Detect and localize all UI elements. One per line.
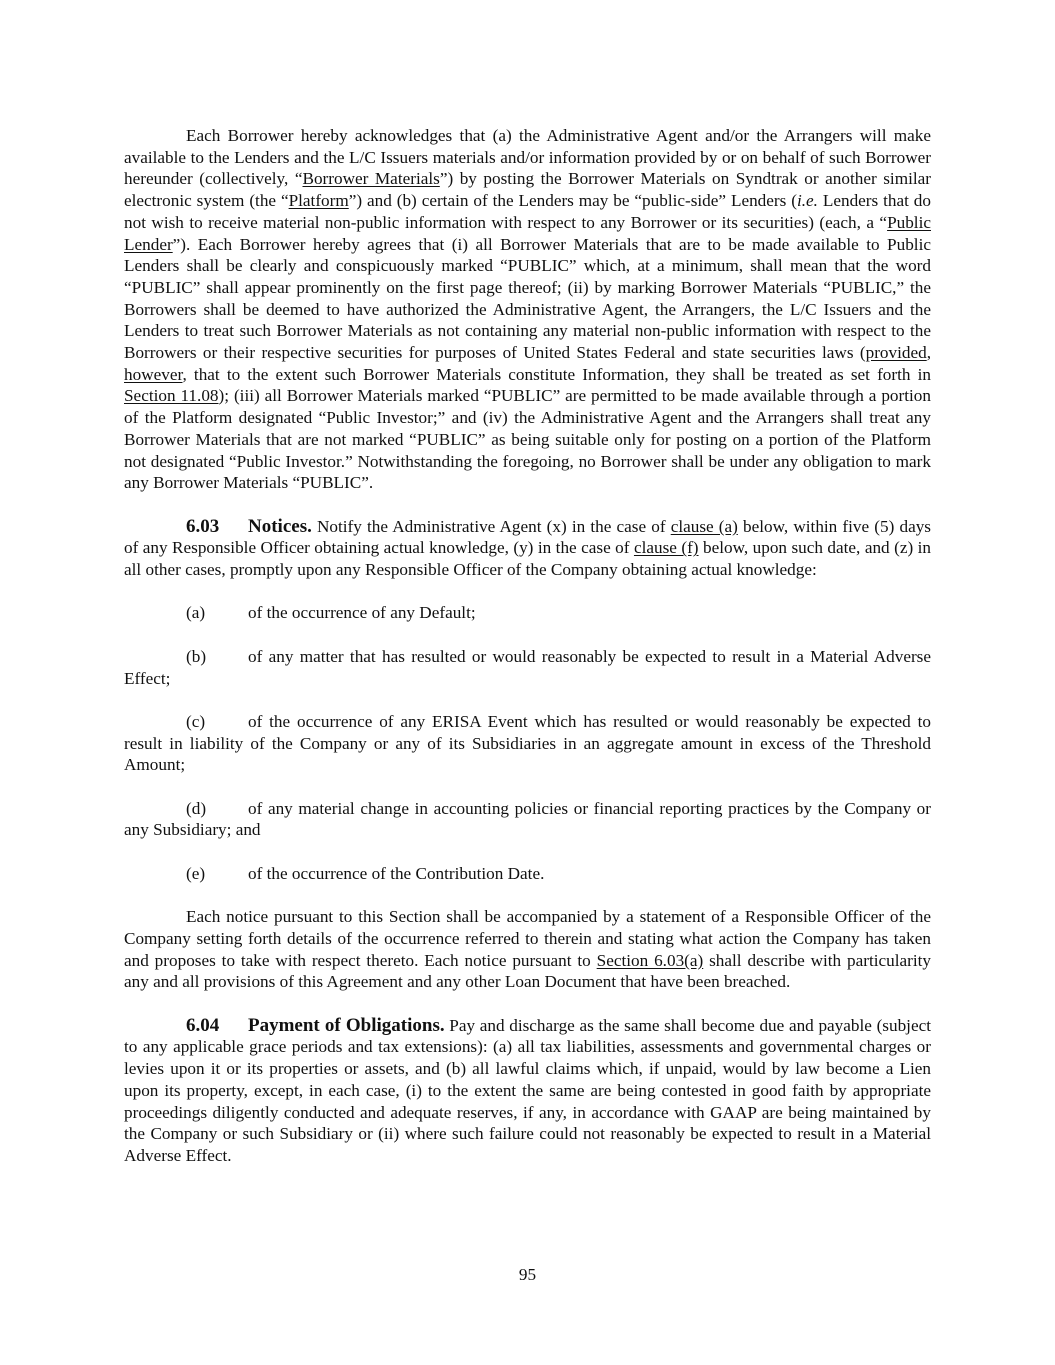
defined-term: Section 6.03(a) <box>596 950 704 970</box>
text-segment: below, within five (5) days of any Responsible Officer obtaining actual knowledge, (y) in the case of <box>124 516 931 558</box>
text-segment: , that to the extent such Borrower Materials constitute Information, they shall be treated as set forth in <box>182 364 931 384</box>
list-item <box>124 711 931 776</box>
text-segment: of any matter that has resulted or would reasonably be expected to result in a Material Adverse Effect; <box>124 646 931 688</box>
text-segment: Lenders that do not wish to receive material non-public information with respect to any Borrower or its securities) (each, a “ <box>124 191 931 232</box>
item-label: (d) <box>186 798 207 818</box>
list-item <box>124 602 931 624</box>
text-segment: i.e. <box>796 191 818 211</box>
text-segment: ); (iii) all Borrower Materials marked “PUBLIC” are permitted to be made available through a portion of the Platform designated “Public Investor;” and (iv) the Administrative Agent and the Arrangers shall treat any Borrower Materials that are not marked “PUBLIC” as being suitable only for posting on a portion of the Platform not designated “Public Investor.” Notwithstanding the foregoing, no Borrower shall be under any obligation to mark any Borrower Materials “PUBLIC”. <box>124 386 931 493</box>
text-segment: , <box>926 343 931 363</box>
text-segment: below, upon such date, and (z) in all other cases, promptly upon any Responsible Officer of the Company obtaining actual knowledge: <box>124 538 931 580</box>
list-item <box>124 646 931 689</box>
item-label: (a) <box>186 603 206 623</box>
text-segment: Pay and discharge as the same shall become due and payable (subject to any applicable grace periods and tax extensions): (a) all tax liabilities, assessments and governmental charges or levies upon it or its properties or assets, and (b) all lawful claims which, if unpaid, would by law become a Lien upon its property, except, in each case, (i) to the extent the same are being contested in good faith by appropriate proceedings diligently conducted and adequate reserves, if any, in accordance with GAAP are being maintained by the Company or such Subsidiary or (ii) where such failure could not reasonably be expected to result in a Material Adverse Effect. <box>124 1015 931 1165</box>
document-body <box>124 125 931 1188</box>
text-segment: of the occurrence of any ERISA Event which has resulted or would reasonably be expected to result in liability of the Company or any of its Subsidiaries in an aggregate amount in excess of the Threshold Amount; <box>124 711 931 775</box>
section-paragraph <box>124 516 931 581</box>
defined-term: Section 11.08 <box>124 386 219 406</box>
section-number: 6.04 <box>186 1014 220 1036</box>
section-title: Payment of Obligations. <box>248 1014 445 1036</box>
text-segment: shall describe with particularity any and all provisions of this Agreement and any other Loan Document that have been breached. <box>124 950 932 992</box>
text-segment: ”) and (b) certain of the Lenders may be “public-side” Lenders ( <box>348 191 797 211</box>
defined-term: clause (a) <box>670 516 738 536</box>
item-label: (c) <box>186 711 206 731</box>
defined-term: Public Lender <box>124 212 931 254</box>
defined-term: Borrower Materials <box>302 169 440 189</box>
text-segment: Notify the Administrative Agent (x) in the case of <box>311 516 671 536</box>
text-segment: Each Borrower hereby acknowledges that (a) the Administrative Agent and/or the Arrangers will make available to the Lenders and the L/C Issuers materials and/or information provided by or on behalf of such Borrower hereunder (collectively, “ <box>124 126 931 189</box>
defined-term: Platform <box>288 191 349 211</box>
text-segment: ”) by posting the Borrower Materials on Syndtrak or another similar electronic system (the “ <box>124 169 931 211</box>
text-segment: Each notice pursuant to this Section shall be accompanied by a statement of a Responsible Officer of the Company setting forth details of the occurrence referred to therein and stating what action the Company has taken and proposes to take with respect thereto. Each notice pursuant to <box>124 907 931 970</box>
item-label: (e) <box>186 863 206 883</box>
page-number: 95 <box>518 1265 537 1284</box>
defined-term: however <box>124 364 183 384</box>
text-segment: of any material change in accounting policies or financial reporting practices by the Company or any Subsidiary; and <box>124 798 931 840</box>
body-paragraph <box>124 125 931 494</box>
body-paragraph <box>124 906 931 993</box>
list-item <box>124 863 931 885</box>
section-paragraph <box>124 1015 931 1167</box>
text-segment: ”). Each Borrower hereby agrees that (i) all Borrower Materials that are to be made available to Public Lenders shall be clearly and conspicuously marked “PUBLIC” which, at a minimum, shall mean that the word “PUBLIC” shall appear prominently on the first page thereof; (ii) by marking Borrower Materials “PUBLIC,” the Borrowers shall be deemed to have authorized the Administrative Agent, the Arrangers, the L/C Issuers and the Lenders to treat such Borrower Materials as not containing any material non-public information with respect to the Borrowers or their respective securities for purposes of United States Federal and state securities laws ( <box>124 234 931 363</box>
text-segment: of the occurrence of the Contribution Date. <box>248 863 545 883</box>
item-label: (b) <box>186 646 207 666</box>
text-segment: of the occurrence of any Default; <box>248 603 476 623</box>
section-title: Notices. <box>248 515 312 537</box>
defined-term: clause (f) <box>633 538 699 558</box>
section-number: 6.03 <box>186 515 220 537</box>
defined-term: provided <box>865 343 927 363</box>
list-item <box>124 798 931 841</box>
